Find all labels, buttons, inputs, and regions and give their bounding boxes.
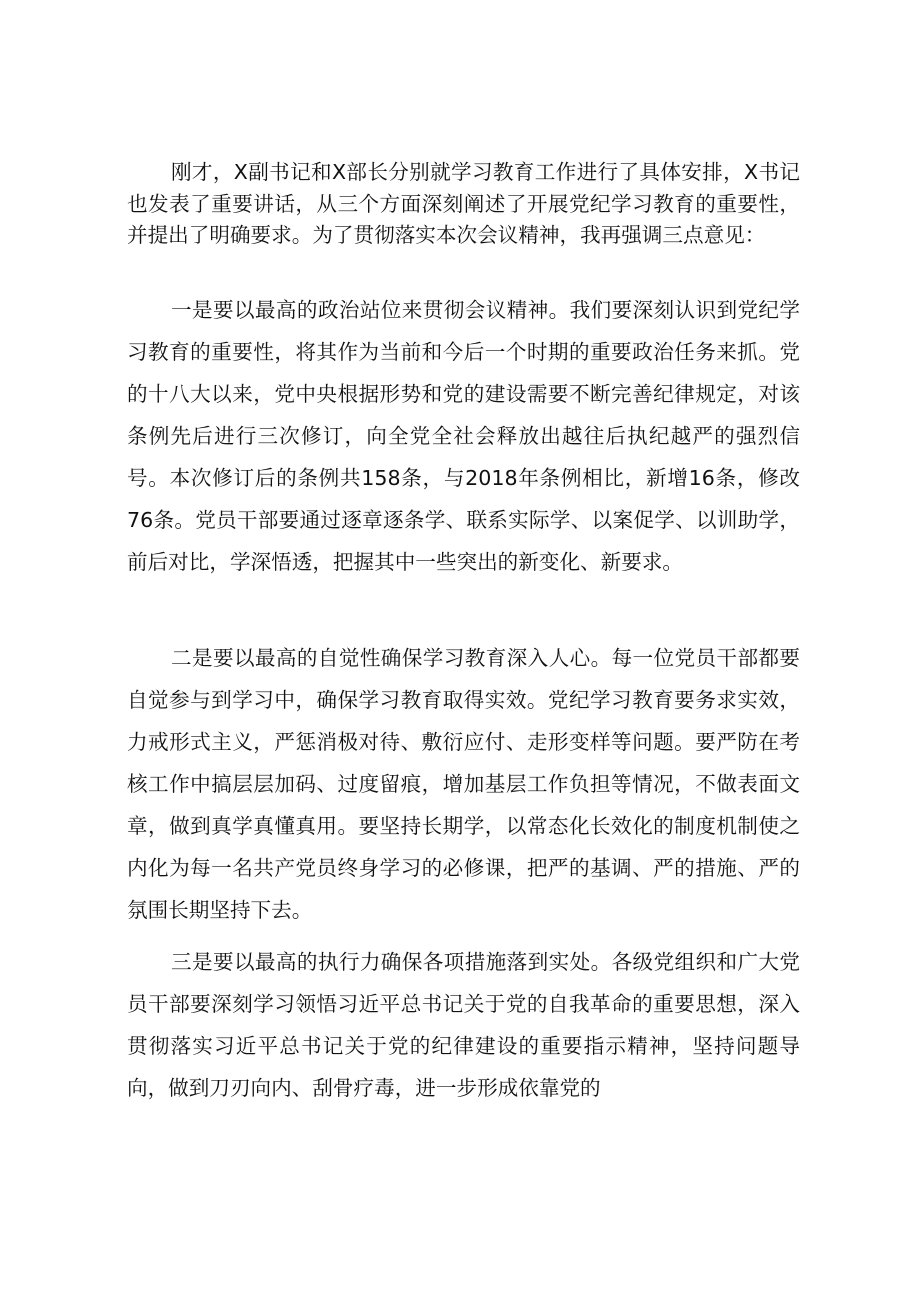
paragraph-point-three: 三是要以最高的执行力确保各项措施落到实处。各级党组织和广大党员干部要深刻学习领悟习近平总书记关于党的自我革命的重要思想，深入贯彻落实习近平总书记关于党的纪律建设的重要指示精神，坚持问题导向，做到刀刃向内、刮骨疗毒，进一步形成依靠党的: [127, 950, 800, 1100]
paragraph-point-two: 二是要以最高的自觉性确保学习教育深入人心。每一位党员干部都要自觉参与到学习中，确保学习教育取得实效。党纪学习教育要务求实效，力戒形式主义，严惩消极对待、敷衍应付、走形变样等问题。要严防在考核工作中搞层层加码、过度留痕，增加基层工作负担等情况，不做表面文章，做到真学真懂真用。要坚持长期学，以常态化长效化的制度机制使之内化为每一名共产党员终身学习的必修课，把严的基调、严的措施、严的氛围长期坚持下去。: [127, 646, 800, 922]
paragraph-point-one: 一是要以最高的政治站位来贯彻会议精神。我们要深刻认识到党纪学习教育的重要性，将其作为当前和今后一个时期的重要政治任务来抓。党的十八大以来，党中央根据形势和党的建设需要不断完善纪律规定，对该条例先后进行三次修订，向全党全社会释放出越往后执纪越严的强烈信号。本次修订后的条例共158条，与2018年条例相比，新增16条，修改76条。党员干部要通过逐章逐条学、联系实际学、以案促学、以训助学，前后对比，学深悟透，把握其中一些突出的新变化、新要求。: [127, 298, 800, 574]
paragraph-intro: 刚才，X副书记和X部长分别就学习教育工作进行了具体安排，X书记也发表了重要讲话，从三个方面深刻阐述了开展党纪学习教育的重要性，并提出了明确要求。为了贯彻落实本次会议精神，我再强调三点意见：: [127, 160, 800, 247]
